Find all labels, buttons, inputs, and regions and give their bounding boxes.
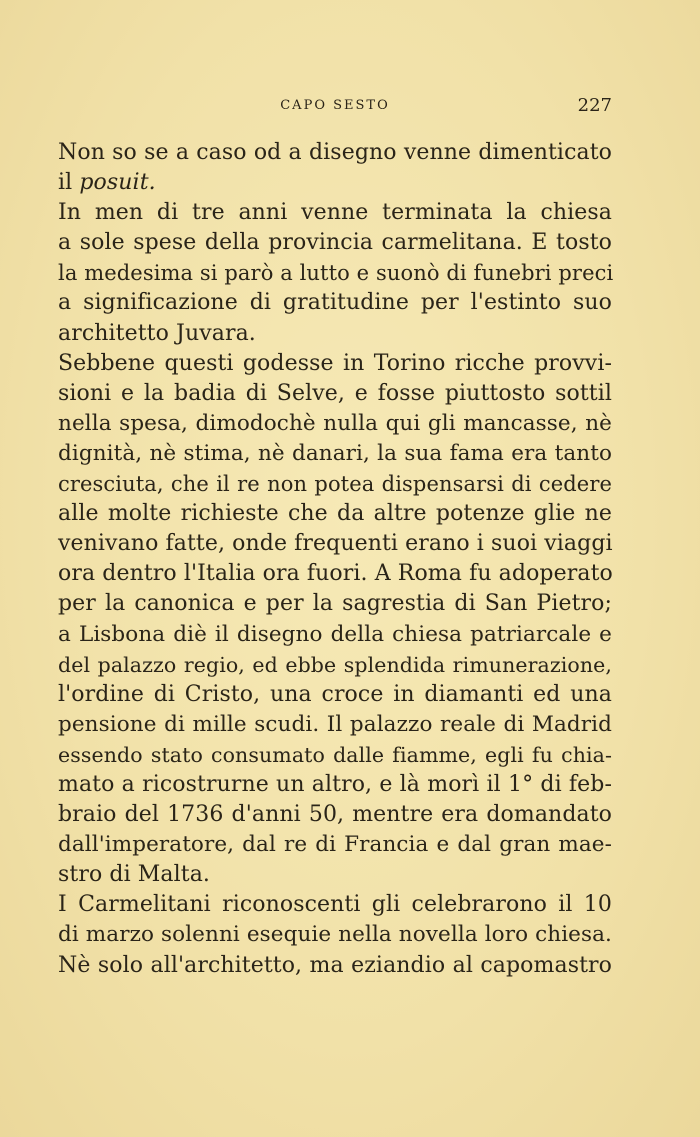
- page-number: 227: [577, 95, 612, 116]
- italic-word: posuit.: [79, 170, 156, 196]
- text-line: cresciuta, che il re non potea dispensarsi di cedere: [58, 472, 612, 497]
- text-line: architetto Juvara.: [58, 320, 256, 346]
- chapter-heading: CAPO SESTO: [280, 98, 390, 113]
- text-fragment: il: [58, 170, 73, 196]
- text-line: venivano fatte, onde frequenti erano i suoi viaggi: [58, 531, 613, 557]
- text-line: stro di Malta.: [58, 862, 211, 888]
- text-line: mato a ricostrurne un altro, e là morì il 1° di feb-: [58, 771, 612, 797]
- text-line: ora dentro l'Italia ora fuori. A Roma fu adoperato: [58, 561, 613, 587]
- text-line: essendo stato consumato dalle fiamme, egli fu chia-: [58, 742, 612, 767]
- text-line: pensione di mille scudi. Il palazzo reale di Madrid: [58, 711, 612, 737]
- text-line: nella spesa, dimodochè nulla qui gli mancasse, nè: [58, 410, 612, 436]
- text-line: Non so se a caso od a disegno venne dimenticato: [58, 140, 612, 165]
- text-line: per la canonica e per la sagrestia di San Pietro;: [58, 591, 612, 617]
- text-line: [58, 168, 612, 198]
- text-line: In men di tre anni venne terminata la chiesa: [58, 200, 612, 226]
- text-line: Nè solo all'architetto, ma eziandio al capomastro: [58, 952, 612, 978]
- text-line: a significazione di gratitudine per l'estinto suo: [58, 290, 612, 316]
- text-line: dignità, nè stima, nè danari, la sua fama era tanto: [58, 440, 612, 466]
- text-line: a sole spese della provincia carmelitana. E tosto: [58, 230, 612, 256]
- running-head: [58, 94, 612, 118]
- text-line: l'ordine di Cristo, una croce in diamanti ed una: [58, 681, 612, 707]
- text-line: sioni e la badia di Selve, e fosse piuttosto sottil: [58, 380, 612, 406]
- text-line: dall'imperatore, dal re di Francia e dal gran mae-: [58, 832, 612, 858]
- text-line: del palazzo regio, ed ebbe splendida rimunerazione,: [58, 652, 612, 677]
- text-line: I Carmelitani riconoscenti gli celebrarono il 10: [58, 892, 612, 918]
- text-line: la medesima si parò a lutto e suonò di funebri preci: [58, 261, 614, 286]
- text-line: Sebbene questi godesse in Torino ricche provvi-: [58, 350, 612, 376]
- text-line: alle molte richieste che da altre potenze glie ne: [58, 501, 612, 527]
- text-line: braio del 1736 d'anni 50, mentre era domandato: [58, 802, 612, 828]
- text-line: di marzo solenni esequie nella novella loro chiesa.: [58, 922, 612, 948]
- text-line: a Lisbona diè il disegno della chiesa patriarcale e: [58, 621, 612, 647]
- body-text: [58, 138, 612, 981]
